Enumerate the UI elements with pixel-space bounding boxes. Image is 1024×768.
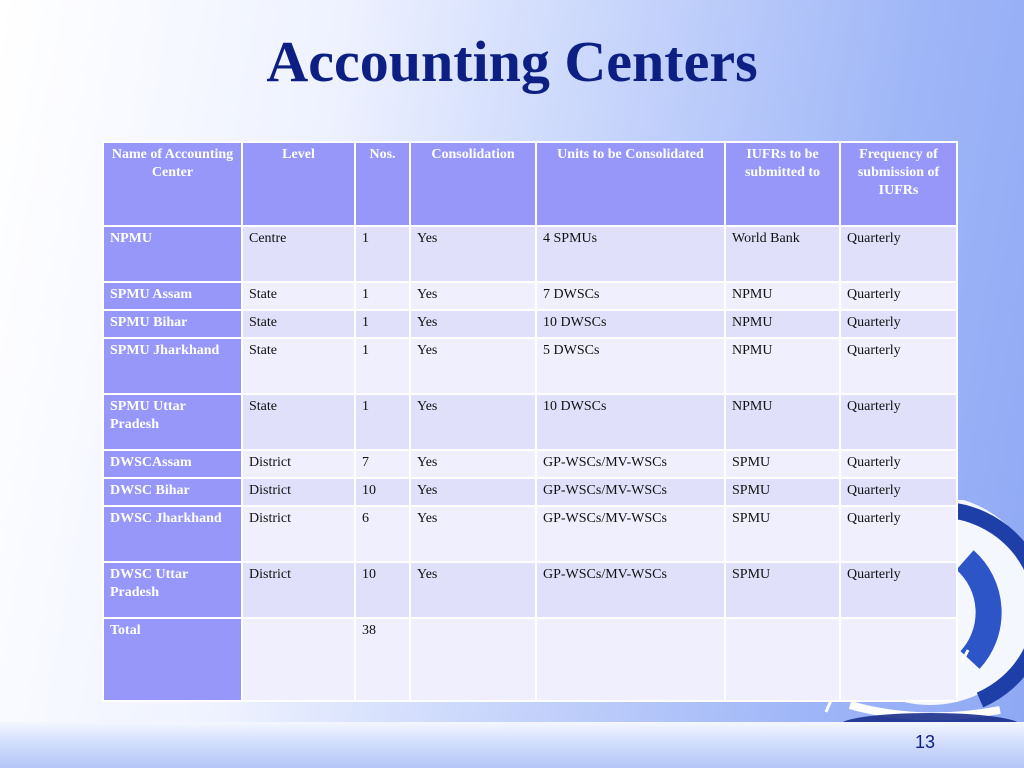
accounting-centers-table: [102, 141, 958, 702]
row-units-cell: GP-WSCs/MV-WSCs: [536, 450, 725, 478]
row-submitted-to-cell: NPMU: [725, 310, 840, 338]
row-consolidation-cell: Yes: [410, 310, 536, 338]
header-frequency-of-submission: Frequency of submission of IUFRs: [840, 142, 957, 226]
row-name-cell: SPMU Assam: [103, 282, 242, 310]
row-name-cell: DWSCAssam: [103, 450, 242, 478]
row-submitted-to-cell: [725, 618, 840, 701]
row-consolidation-cell: Yes: [410, 562, 536, 618]
row-units-cell: 10 DWSCs: [536, 394, 725, 450]
row-nos-cell: 1: [355, 338, 410, 394]
table-row: [103, 310, 957, 338]
row-consolidation-cell: Yes: [410, 338, 536, 394]
row-nos-cell: 6: [355, 506, 410, 562]
header-level: Level: [242, 142, 355, 226]
table-row: [103, 506, 957, 562]
header-iufrs-submitted-to: IUFRs to be submitted to: [725, 142, 840, 226]
row-level-cell: State: [242, 394, 355, 450]
row-consolidation-cell: Yes: [410, 282, 536, 310]
row-frequency-cell: Quarterly: [840, 506, 957, 562]
row-frequency-cell: Quarterly: [840, 562, 957, 618]
row-level-cell: State: [242, 310, 355, 338]
row-units-cell: GP-WSCs/MV-WSCs: [536, 562, 725, 618]
row-name-cell: SPMU Jharkhand: [103, 338, 242, 394]
row-nos-cell: 10: [355, 562, 410, 618]
row-submitted-to-cell: SPMU: [725, 478, 840, 506]
row-frequency-cell: Quarterly: [840, 450, 957, 478]
table-row: [103, 226, 957, 282]
header-units-to-be-consolidated: Units to be Consolidated: [536, 142, 725, 226]
row-units-cell: 10 DWSCs: [536, 310, 725, 338]
row-level-cell: Centre: [242, 226, 355, 282]
row-frequency-cell: Quarterly: [840, 394, 957, 450]
row-nos-cell: 7: [355, 450, 410, 478]
table-header-row: [103, 142, 957, 226]
row-nos-cell: 10: [355, 478, 410, 506]
row-consolidation-cell: [410, 618, 536, 701]
row-consolidation-cell: Yes: [410, 394, 536, 450]
table-row: [103, 394, 957, 450]
row-nos-cell: 1: [355, 282, 410, 310]
row-consolidation-cell: Yes: [410, 226, 536, 282]
row-submitted-to-cell: World Bank: [725, 226, 840, 282]
header-name-of-accounting-center: Name of Accounting Center: [103, 142, 242, 226]
row-units-cell: GP-WSCs/MV-WSCs: [536, 506, 725, 562]
row-level-cell: District: [242, 478, 355, 506]
row-name-cell: DWSC Jharkhand: [103, 506, 242, 562]
accounting-centers-table-container: [102, 141, 956, 702]
row-consolidation-cell: Yes: [410, 506, 536, 562]
row-level-cell: State: [242, 282, 355, 310]
row-nos-cell: 1: [355, 394, 410, 450]
row-name-cell: NPMU: [103, 226, 242, 282]
header-consolidation: Consolidation: [410, 142, 536, 226]
page-number: 13: [914, 732, 936, 752]
row-name-cell: SPMU Uttar Pradesh: [103, 394, 242, 450]
row-frequency-cell: Quarterly: [840, 338, 957, 394]
footer-bar: [0, 722, 1024, 768]
row-units-cell: GP-WSCs/MV-WSCs: [536, 478, 725, 506]
row-consolidation-cell: Yes: [410, 478, 536, 506]
row-name-cell: Total: [103, 618, 242, 701]
row-level-cell: [242, 618, 355, 701]
row-frequency-cell: [840, 618, 957, 701]
row-submitted-to-cell: NPMU: [725, 394, 840, 450]
row-name-cell: DWSC Bihar: [103, 478, 242, 506]
row-submitted-to-cell: SPMU: [725, 450, 840, 478]
row-consolidation-cell: Yes: [410, 450, 536, 478]
row-level-cell: State: [242, 338, 355, 394]
row-submitted-to-cell: SPMU: [725, 562, 840, 618]
row-frequency-cell: Quarterly: [840, 282, 957, 310]
table-row-total: [103, 618, 957, 701]
row-level-cell: District: [242, 562, 355, 618]
row-name-cell: SPMU Bihar: [103, 310, 242, 338]
table-row: [103, 562, 957, 618]
row-units-cell: [536, 618, 725, 701]
row-name-cell: DWSC Uttar Pradesh: [103, 562, 242, 618]
row-submitted-to-cell: SPMU: [725, 506, 840, 562]
row-units-cell: 4 SPMUs: [536, 226, 725, 282]
slide-title: Accounting Centers: [266, 29, 758, 94]
row-nos-cell: 1: [355, 310, 410, 338]
header-nos: Nos.: [355, 142, 410, 226]
row-frequency-cell: Quarterly: [840, 226, 957, 282]
row-submitted-to-cell: NPMU: [725, 338, 840, 394]
table-row: [103, 282, 957, 310]
row-level-cell: District: [242, 450, 355, 478]
table-row: [103, 450, 957, 478]
row-submitted-to-cell: NPMU: [725, 282, 840, 310]
row-nos-cell: 38: [355, 618, 410, 701]
row-units-cell: 7 DWSCs: [536, 282, 725, 310]
row-nos-cell: 1: [355, 226, 410, 282]
row-frequency-cell: Quarterly: [840, 478, 957, 506]
table-row: [103, 478, 957, 506]
row-frequency-cell: Quarterly: [840, 310, 957, 338]
row-level-cell: District: [242, 506, 355, 562]
row-units-cell: 5 DWSCs: [536, 338, 725, 394]
table-row: [103, 338, 957, 394]
